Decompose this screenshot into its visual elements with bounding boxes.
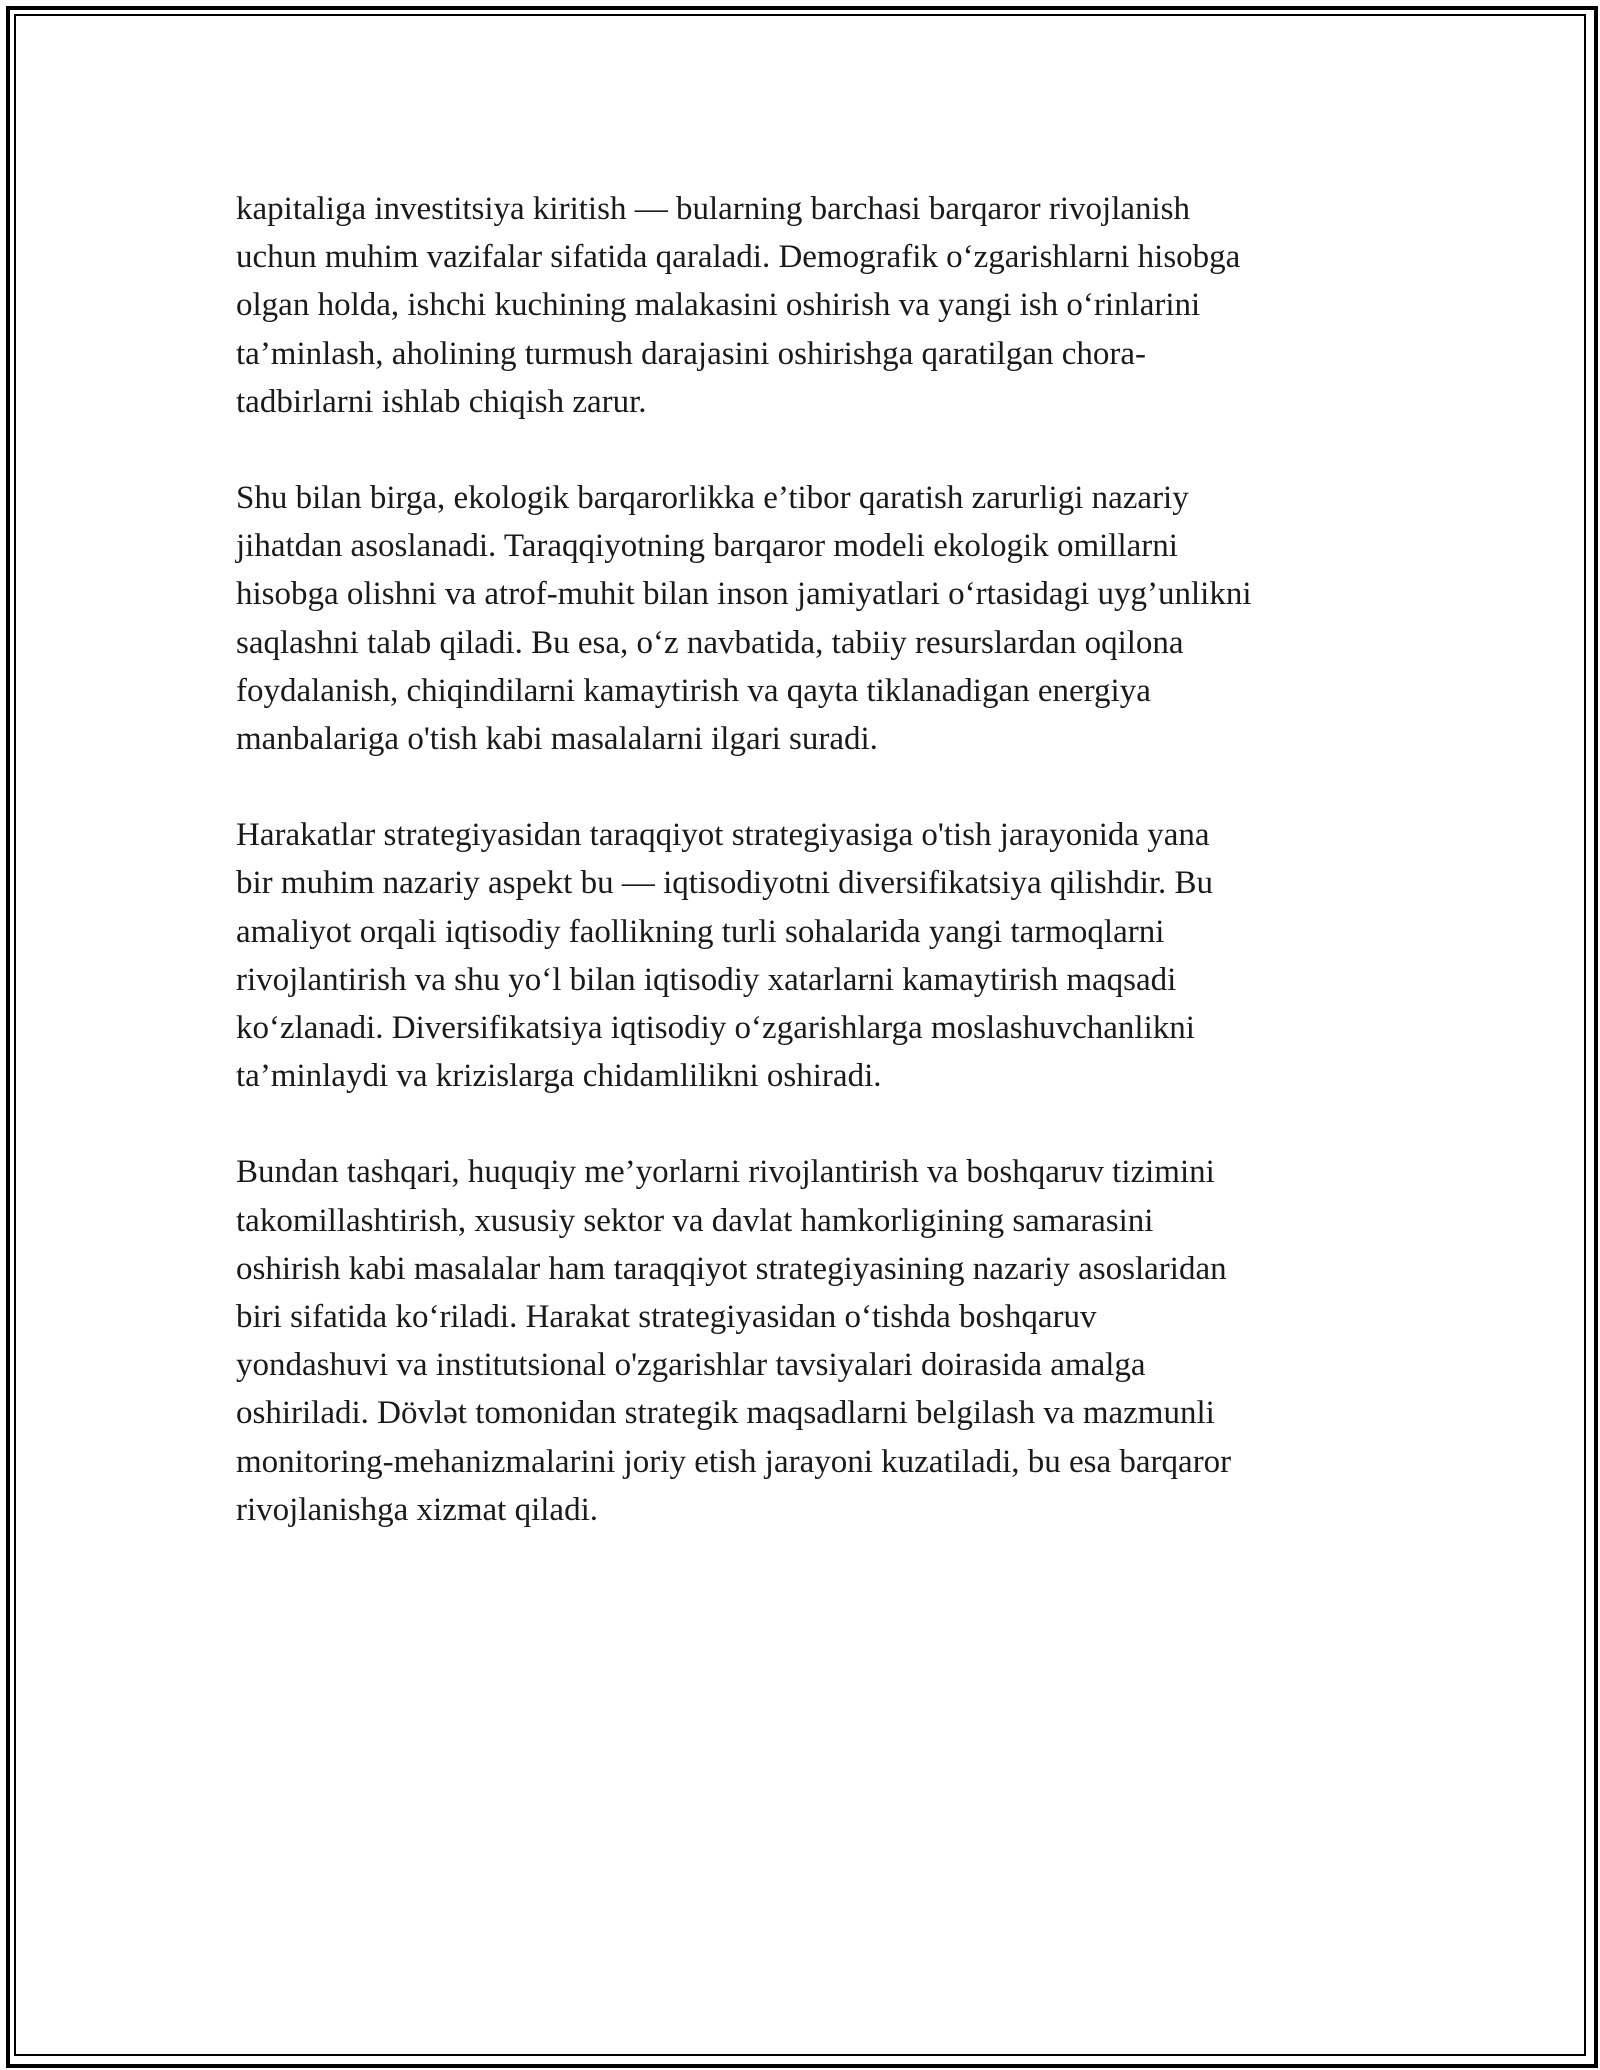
text-line: jihatdan asoslanadi. Taraqqiyotning barqaror modeli ekologik omillarni — [236, 528, 1178, 565]
document-body — [236, 185, 1376, 1582]
text-line: kapitaliga investitsiya kiritish — bularning barchasi barqaror rivojlanish — [236, 191, 1191, 227]
text-line: oshirish kabi masalalar ham taraqqiyot strategiyasining nazariy asoslaridan — [236, 1250, 1227, 1287]
text-line: oshiriladi. Dövlət tomonidan strategik maqsadlarni belgilash va mazmunli — [236, 1395, 1215, 1432]
text-line: olgan holda, ishchi kuchining malakasini oshirish va yangi ish o‘rinlarini — [236, 287, 1201, 324]
text-line: ta’minlash, aholining turmush darajasini oshirishga qaratilgan chora- — [236, 335, 1147, 372]
text-line: hisobga olishni va atrof-muhit bilan inson jamiyatlari o‘rtasidagi uyg’unlikni — [236, 576, 1252, 613]
text-line: takomillashtirish, xususiy sektor va davlat hamkorligining samarasini — [236, 1202, 1154, 1239]
text-line: foydalanish, chiqindilarni kamaytirish va qayta tiklanadigan energiya — [236, 672, 1151, 709]
text-line: Harakatlar strategiyasidan taraqqiyot strategiyasiga o'tish jarayonida yana — [236, 817, 1210, 854]
text-line: ta’minlaydi va krizislarga chidamlilikni oshiradi. — [236, 1058, 882, 1095]
paragraph-3 — [236, 811, 1376, 1100]
text-line: rivojlanishga xizmat qiladi. — [236, 1491, 599, 1528]
text-line: rivojlantirish va shu yo‘l bilan iqtisodiy xatarlarni kamaytirish maqsadi — [236, 961, 1177, 998]
paragraph-1 — [236, 185, 1376, 426]
paragraph-4 — [236, 1148, 1376, 1534]
text-line: amaliyot orqali iqtisodiy faollikning turli sohalarida yangi tarmoqlarni — [236, 913, 1165, 950]
text-line: monitoring-mehanizmalarini joriy etish jarayoni kuzatiladi, bu esa barqaror — [236, 1443, 1232, 1480]
paragraph-2 — [236, 474, 1376, 763]
text-line: bir muhim nazariy aspekt bu — iqtisodiyotni diversifikatsiya qilishdir. Bu — [236, 865, 1214, 902]
text-line: yondashuvi va institutsional o'zgarishlar tavsiyalari doirasida amalga — [236, 1347, 1146, 1384]
text-line: uchun muhim vazifalar sifatida qaraladi. Demografik o‘zgarishlarni hisobga — [236, 239, 1241, 276]
text-line: Shu bilan birga, ekologik barqarorlikka e’tibor qaratish zarurligi nazariy — [236, 480, 1189, 517]
text-line: saqlashni talab qiladi. Bu esa, o‘z navbatida, tabiiy resurslardan oqilona — [236, 624, 1184, 661]
text-line: tadbirlarni ishlab chiqish zarur. — [236, 383, 647, 420]
text-line: manbalariga o'tish kabi masalalarni ilgari suradi. — [236, 721, 878, 758]
text-line: Bundan tashqari, huquqiy me’yorlarni rivojlantirish va boshqaruv tizimini — [236, 1154, 1215, 1191]
text-line: biri sifatida ko‘riladi. Harakat strategiyasidan o‘tishda boshqaruv — [236, 1299, 1097, 1336]
text-line: ko‘zlanadi. Diversifikatsiya iqtisodiy o‘zgarishlarga moslashuvchanlikni — [236, 1010, 1195, 1047]
